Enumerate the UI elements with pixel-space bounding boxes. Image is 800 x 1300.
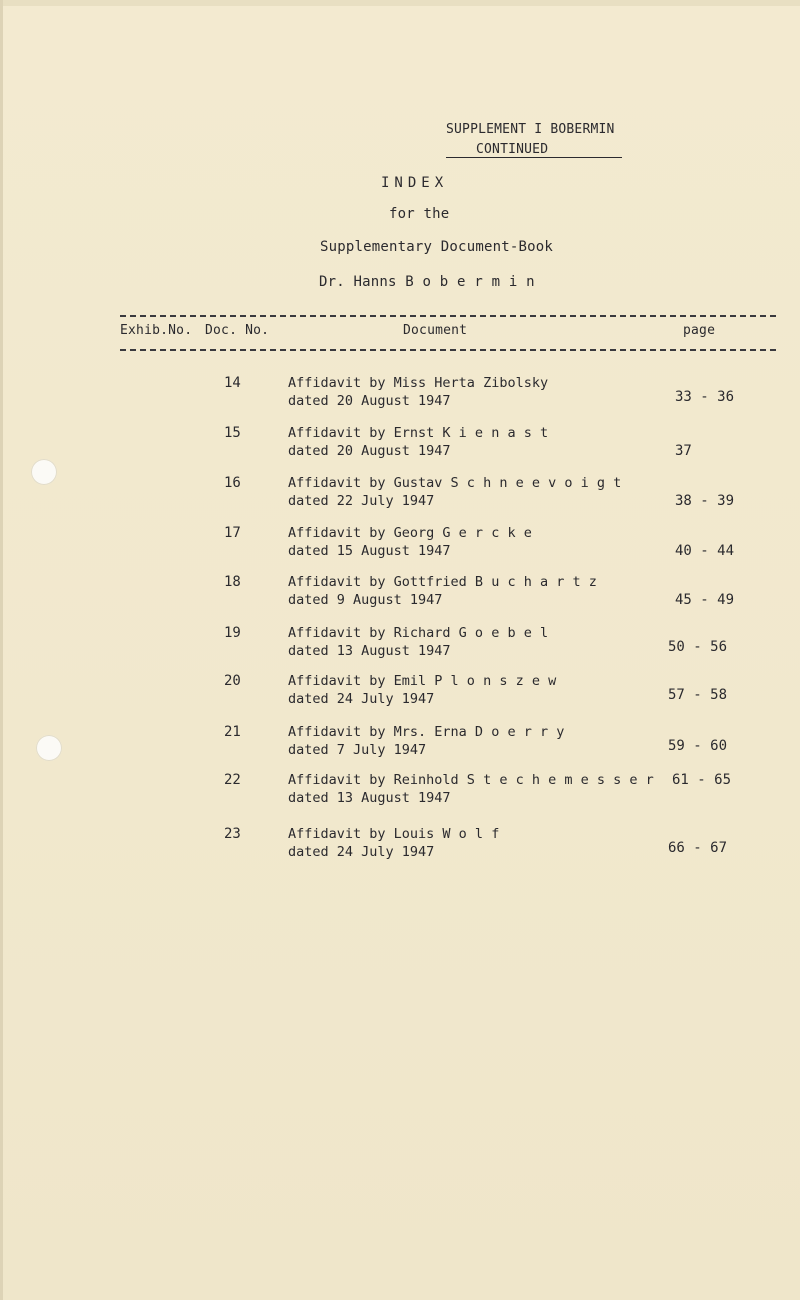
affidavit-date: dated 15 August 1947: [288, 543, 451, 559]
document-book-title: Supplementary Document-Book: [320, 239, 553, 255]
page-range: 38 - 39: [675, 493, 735, 509]
affidavit-date: dated 24 July 1947: [288, 691, 435, 707]
exhibit-number: 22: [224, 772, 241, 788]
affidavit-title: Affidavit by Georg G e r c k e: [288, 525, 532, 541]
affidavit-title: Affidavit by Miss Herta Zibolsky: [288, 375, 549, 391]
affidavit-title: Affidavit by Gottfried B u c h a r t z: [288, 574, 597, 590]
exhibit-number: 19: [224, 625, 241, 641]
affidavit-date: dated 20 August 1947: [288, 393, 451, 409]
exhibit-number: 23: [224, 826, 241, 842]
affidavit-date: dated 7 July 1947: [288, 742, 427, 758]
page-range: 40 - 44: [675, 543, 735, 559]
exhibit-number: 14: [224, 375, 241, 391]
affidavit-date: dated 13 August 1947: [288, 643, 451, 659]
affidavit-title: Affidavit by Mrs. Erna D o e r r y: [288, 724, 565, 740]
punch-hole-lower: [36, 735, 62, 761]
affidavit-date: dated 22 July 1947: [288, 493, 435, 509]
exhibit-number: 17: [224, 525, 241, 541]
affidavit-date: dated 9 August 1947: [288, 592, 443, 608]
page-header: page: [683, 323, 716, 338]
index-title: INDEX: [381, 175, 449, 191]
document-header: Document: [403, 323, 468, 338]
exhib-no-header: Exhib.No.: [120, 323, 193, 338]
for-the-line: for the: [389, 206, 450, 222]
page-range: 33 - 36: [675, 389, 735, 405]
exhibit-number: 20: [224, 673, 241, 689]
affidavit-date: dated 13 August 1947: [288, 790, 451, 806]
continued-heading: CONTINUED: [476, 142, 549, 157]
page-range: 37: [675, 443, 692, 459]
page-range: 45 - 49: [675, 592, 735, 608]
punch-hole-upper: [31, 459, 57, 485]
affidavit-title: Affidavit by Louis W o l f: [288, 826, 500, 842]
defendant-name: Dr. Hanns B o b e r m i n: [319, 274, 535, 290]
affidavit-title: Affidavit by Richard G o e b e l: [288, 625, 549, 641]
heading-underline: [446, 157, 622, 158]
affidavit-title: Affidavit by Reinhold S t e c h e m e s s e r: [288, 772, 654, 788]
paper-left-edge: [0, 0, 3, 1300]
paper-top-edge: [0, 0, 800, 6]
table-top-rule: [120, 315, 776, 317]
affidavit-title: Affidavit by Gustav S c h n e e v o i g t: [288, 475, 622, 491]
affidavit-date: dated 20 August 1947: [288, 443, 451, 459]
page-range: 66 - 67: [668, 840, 728, 856]
affidavit-title: Affidavit by Emil P l o n s z e w: [288, 673, 557, 689]
supplement-heading: SUPPLEMENT I BOBERMIN: [446, 122, 615, 137]
exhibit-number: 16: [224, 475, 241, 491]
page-range: 57 - 58: [668, 687, 728, 703]
doc-no-header: Doc. No.: [205, 323, 270, 338]
exhibit-number: 18: [224, 574, 241, 590]
table-bottom-rule: [120, 349, 776, 351]
exhibit-number: 15: [224, 425, 241, 441]
affidavit-title: Affidavit by Ernst K i e n a s t: [288, 425, 549, 441]
page-range: 59 - 60: [668, 738, 728, 754]
page-range: 50 - 56: [668, 639, 728, 655]
affidavit-date: dated 24 July 1947: [288, 844, 435, 860]
exhibit-number: 21: [224, 724, 241, 740]
page-range: 61 - 65: [672, 772, 732, 788]
